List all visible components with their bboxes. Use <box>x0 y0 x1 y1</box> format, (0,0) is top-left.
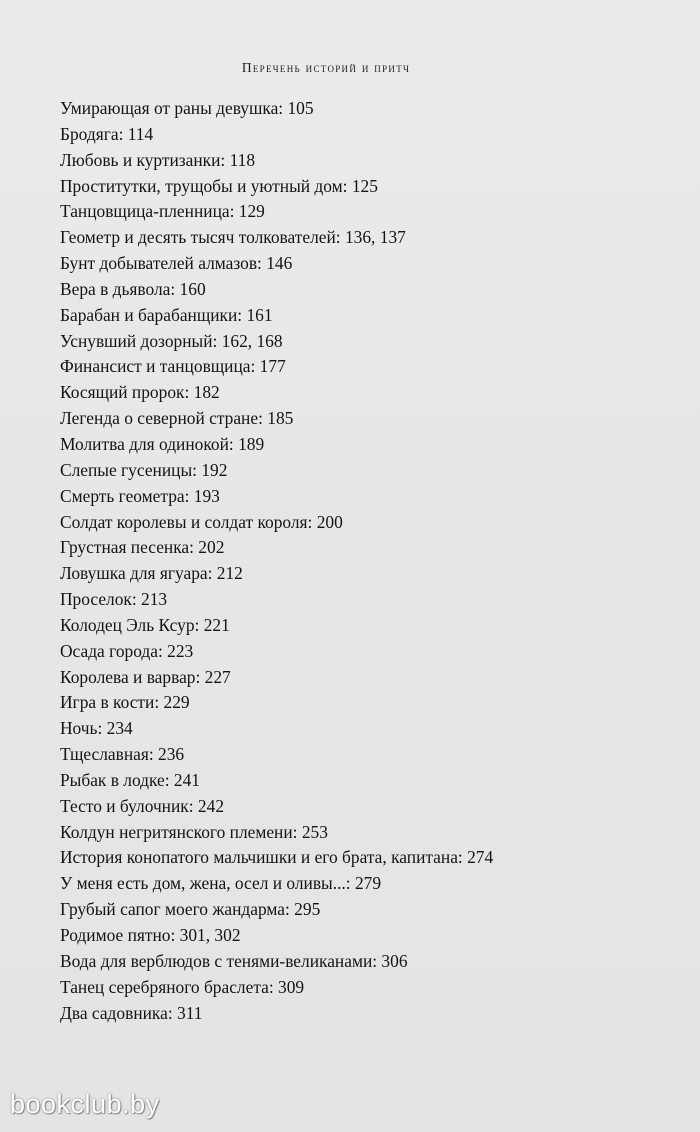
index-entry: Уснувший дозорный: 162, 168 <box>60 330 283 351</box>
index-entry: Осада города: 223 <box>60 640 194 661</box>
index-entry: Косящий пророк: 182 <box>60 382 220 403</box>
index-entry: Бунт добывателей алмазов: 146 <box>60 253 293 274</box>
index-entry: Тщеславная: 236 <box>60 744 185 765</box>
index-entry: Вера в дьявола: 160 <box>60 278 206 299</box>
index-entry: Ловушка для ягуара: 212 <box>60 563 243 584</box>
index-entry: Солдат королевы и солдат короля: 200 <box>60 511 343 532</box>
index-entry: Легенда о северной стране: 185 <box>60 408 294 429</box>
index-entry: Колодец Эль Ксур: 221 <box>60 614 230 635</box>
index-entry: Смерть геометра: 193 <box>60 485 220 506</box>
index-entry: Любовь и куртизанки: 118 <box>60 149 256 170</box>
index-entry: Геометр и десять тысяч толкователей: 136, 137 <box>60 227 406 248</box>
index-entry: Грустная песенка: 202 <box>60 537 225 558</box>
index-entry: Родимое пятно: 301, 302 <box>60 925 241 945</box>
index-entry: Проселок: 213 <box>60 589 168 610</box>
index-entry: Слепые гусеницы: 192 <box>60 459 228 480</box>
index-entry: Финансист и танцовщица: 177 <box>60 356 286 377</box>
index-entry: Рыбак в лодке: 241 <box>60 769 200 790</box>
index-entry: Ночь: 234 <box>60 718 133 739</box>
running-header: Перечень историй и притч <box>241 60 411 75</box>
index-entry: Танцовщица-пленница: 129 <box>60 201 265 222</box>
index-entry: Молитва для одинокой: 189 <box>60 433 265 454</box>
index-entry: Проститутки, трущобы и уютный дом: 125 <box>60 175 378 196</box>
index-entry: Умирающая от раны девушка: 105 <box>60 98 314 118</box>
index-list <box>60 96 660 1026</box>
index-entry: Колдун негритянского племени: 253 <box>60 821 328 842</box>
index-entry: Танец серебряного браслета: 309 <box>60 976 305 997</box>
index-entry: Игра в кости: 229 <box>60 692 190 713</box>
index-entry: Грубый сапог моего жандарма: 295 <box>60 899 321 920</box>
index-entry: Вода для верблюдов с тенями-великанами: 306 <box>60 950 408 971</box>
index-entry: История конопатого мальчишки и его брата, капитана: 274 <box>60 847 494 868</box>
site-watermark: bookclub.by <box>10 1089 160 1119</box>
index-entry: У меня есть дом, жена, осел и оливы...: 279 <box>60 873 382 894</box>
index-entry: Бродяга: 114 <box>60 123 154 144</box>
index-entry: Тесто и булочник: 242 <box>60 795 225 816</box>
index-entry: Королева и варвар: 227 <box>60 666 231 687</box>
index-entry: Два садовника: 311 <box>60 1002 203 1023</box>
index-entry: Барабан и барабанщики: 161 <box>60 304 273 325</box>
